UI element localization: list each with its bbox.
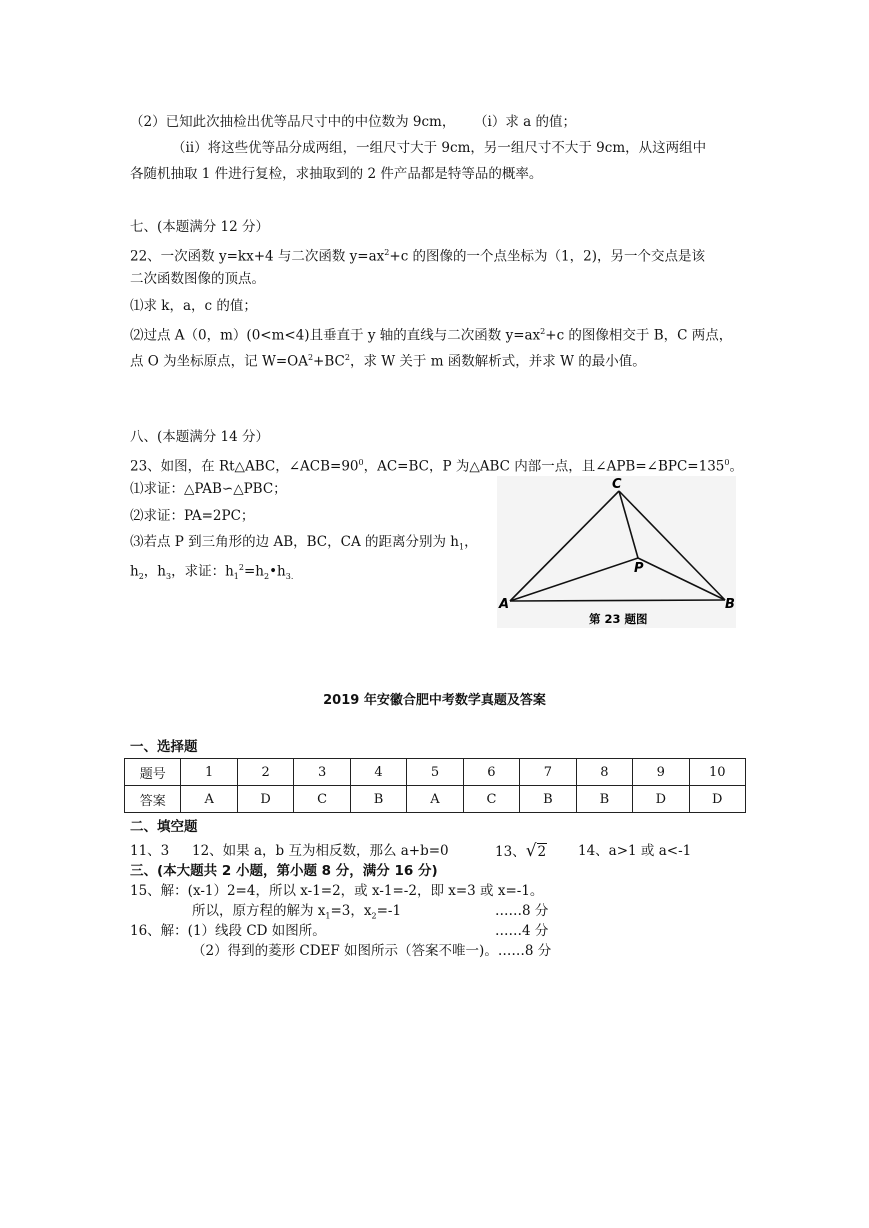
question-number: 6 xyxy=(463,759,519,786)
edge-ca xyxy=(510,491,619,601)
label-p: P xyxy=(634,561,644,576)
answer-cell: D xyxy=(237,786,293,813)
question-number: 2 xyxy=(237,759,293,786)
q23-figure xyxy=(497,476,736,628)
solution-16-line1: 16、解：(1）线段 CD 如图所。 xyxy=(130,923,326,939)
answers-title: 2019 年安徽合肥中考数学真题及答案 xyxy=(323,693,546,708)
q22-part2-cont: 点 O 为坐标原点，记 $W=OA^2+BC^2$，求 W 关于 m 函数解析式，并求 W 的最小值。 xyxy=(130,353,646,370)
q23-part1: ⑴求证：△PAB∽△PBC； xyxy=(130,481,287,497)
question-number: 7 xyxy=(520,759,576,786)
answer-cell: B xyxy=(576,786,632,813)
q22-line1: 22、一次函数 y=kx+4 与二次函数 $y=ax^2+c$ 的图像的一个点坐标为（1，2)，另一个交点是该 xyxy=(130,248,705,265)
sqrt-expression: √2 xyxy=(525,841,547,861)
section7-header: 七、(本题满分 12 分） xyxy=(130,219,270,235)
fill-12: 12、如果 a，b 互为相反数，那么 a+b=0 xyxy=(192,843,449,859)
q21-line1a: （2）已知此次抽检出优等品尺寸中的中位数为 9cm， xyxy=(130,114,456,130)
q22-part1: ⑴求 k，a，c 的值； xyxy=(130,298,257,314)
fill-14: 14、a>1 或 a<-1 xyxy=(578,843,692,859)
q23-part3-cont: $h_2$，$h_3$，求证：$h_1^2=h_2•h_{3.}$ xyxy=(130,563,294,582)
section3-title: 三、(本大题共 2 小题，第小题 8 分，满分 16 分) xyxy=(130,863,438,879)
solution-15-line1: 15、解：(x-1）2=4，所以 x-1=2，或 x-1=-2，即 x=3 或 x=-1。 xyxy=(130,883,544,899)
section1-title: 一、选择题 xyxy=(130,739,198,755)
solution-16-score1: ……4 分 xyxy=(495,923,549,939)
answer-cell: A xyxy=(181,786,237,813)
answer-table xyxy=(124,758,746,813)
solution-16-line2: （2）得到的菱形 CDEF 如图所示（答案不唯一)。……8 分 xyxy=(192,943,552,959)
question-number: 3 xyxy=(294,759,350,786)
label-c: C xyxy=(612,477,622,492)
q23-part2: ⑵求证：PA=2PC； xyxy=(130,508,255,524)
question-number: 9 xyxy=(633,759,689,786)
answer-cell: B xyxy=(520,786,576,813)
answer-cell: B xyxy=(350,786,406,813)
answer-cell: D xyxy=(633,786,689,813)
figure-caption: 第 23 题图 xyxy=(589,612,648,626)
q21-line3: 各随机抽取 1 件进行复检，求抽取到的 2 件产品都是特等品的概率。 xyxy=(130,166,543,182)
triangle-diagram xyxy=(497,476,736,628)
edge-ap xyxy=(510,558,638,601)
answer-cell: C xyxy=(294,786,350,813)
solution-15-score: ……8 分 xyxy=(495,903,549,919)
question-number: 1 xyxy=(181,759,237,786)
question-number: 5 xyxy=(407,759,463,786)
q21-line2: （ⅱ）将这些优等品分成两组，一组尺寸大于 9cm，另一组尺寸不大于 9cm，从这两组中 xyxy=(172,140,707,156)
q22-part2: ⑵过点 A（0，m）(0<m<4)且垂直于 y 轴的直线与二次函数 $y=ax^2+c$ 的图像相交于 B，C 两点， xyxy=(130,327,733,344)
row-label-answer: 答案 xyxy=(125,786,181,813)
q23-part3: ⑶若点 P 到三角形的边 AB，BC，CA 的距离分别为 $h_1$， xyxy=(130,534,478,552)
q21-line1b: （ⅰ）求 a 的值； xyxy=(474,114,576,130)
label-a: A xyxy=(499,597,510,612)
fill-11: 11、3 xyxy=(130,843,170,859)
section8-header: 八、(本题满分 14 分） xyxy=(130,429,270,445)
edge-ab xyxy=(510,600,725,601)
question-number: 10 xyxy=(689,759,745,786)
row-label-number: 题号 xyxy=(125,759,181,786)
fill-13: 13、√2 xyxy=(495,841,547,861)
solution-15-line2: 所以，原方程的解为 $x_1=3$，$x_2=-1$ xyxy=(192,903,402,921)
question-number: 8 xyxy=(576,759,632,786)
answer-cell: C xyxy=(463,786,519,813)
section2-title: 二、填空题 xyxy=(130,819,198,835)
q22-line2: 二次函数图像的顶点。 xyxy=(130,271,265,287)
edge-bp xyxy=(638,558,725,600)
answer-cell: D xyxy=(689,786,745,813)
question-number: 4 xyxy=(350,759,406,786)
table-row xyxy=(125,786,746,813)
q23-line1: 23、如图，在 Rt△ABC，$\angle ACB=90^0$，AC=BC，P 为△ABC 内部一点，且$\angle APB=\angle BPC=135^0$。 xyxy=(130,458,743,475)
answer-cell: A xyxy=(407,786,463,813)
label-b: B xyxy=(725,597,735,612)
table-row xyxy=(125,759,746,786)
